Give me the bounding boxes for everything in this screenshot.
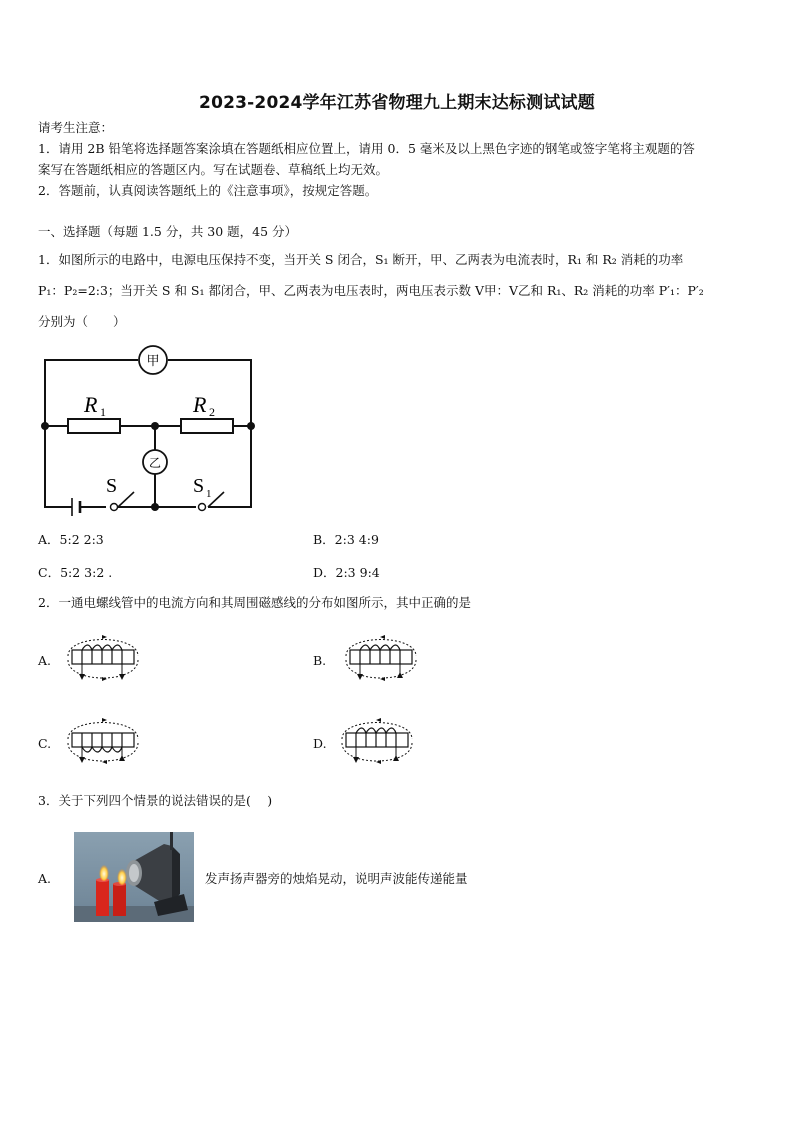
q2-stem: 2．一通电螺线管中的电流方向和其周围磁感线的分布如图所示，其中正确的是 (38, 595, 471, 610)
q1-option-a: A．5:2 2:3 (38, 532, 104, 547)
section-heading: 一、选择题（每题 1.5 分，共 30 题，45 分） (38, 224, 298, 239)
q1-option-b: B．2:3 4:9 (313, 532, 379, 547)
solenoid-d-diagram (338, 709, 416, 773)
q2-label-a: A. (38, 653, 52, 668)
q1-stem-line2: P₁：P₂=2:3；当开关 S 和 S₁ 都闭合，甲、乙两表为电压表时，两电压表示数 V甲：V乙和 R₁、R₂ 消耗的功率 P′₁：P′₂ (38, 283, 704, 298)
solenoid-a-diagram (64, 626, 142, 690)
q2-label-b: B. (313, 653, 327, 668)
speaker-candle-photo (74, 832, 194, 922)
switch-s1-subscript: 1 (206, 488, 212, 500)
notice-heading: 请考生注意： (38, 120, 114, 135)
switch-s-label: S (106, 475, 118, 497)
q1-circuit-diagram (38, 340, 268, 516)
switch-s1-label: S (193, 475, 205, 497)
meter-yi-label: 乙 (148, 456, 162, 470)
notice-line-2: 2．答题前，认真阅读答题纸上的《注意事项》，按规定答题。 (38, 183, 378, 198)
meter-jia-label: 甲 (146, 353, 160, 368)
r1-label: R (84, 392, 98, 417)
q1-stem-line3: 分别为（ ） (38, 314, 126, 329)
q1-option-d: D．2:3 9:4 (313, 565, 380, 580)
q1-option-c: C．5:2 3:2 . (38, 565, 113, 580)
solenoid-c-diagram (64, 709, 142, 773)
q3-option-a-text: 发声扬声器旁的烛焰晃动，说明声波能传递能量 (205, 871, 468, 886)
q2-label-d: D. (313, 736, 327, 751)
q3-stem: 3．关于下列四个情景的说法错误的是( ) (38, 793, 273, 808)
r2-label: R (193, 392, 207, 417)
q2-label-c: C. (38, 736, 52, 751)
notice-line-1a: 1．请用 2B 铅笔将选择题答案涂填在答题纸相应位置上，请用 0．5 毫米及以上黑色字迹的钢笔或签字笔将主观题的答 (38, 141, 695, 156)
solenoid-b-diagram (342, 626, 420, 690)
page-title: 2023-2024学年江苏省物理九上期末达标测试试题 (199, 93, 595, 113)
r1-subscript: 1 (100, 405, 106, 419)
q1-stem-line1: 1．如图所示的电路中，电源电压保持不变，当开关 S 闭合，S₁ 断开，甲、乙两表为电流表时，R₁ 和 R₂ 消耗的功率 (38, 252, 684, 267)
q3-option-a-label: A. (38, 871, 52, 886)
r2-subscript: 2 (209, 405, 215, 419)
notice-line-1b: 案写在答题纸相应的答题区内。写在试题卷、草稿纸上均无效。 (38, 162, 389, 177)
